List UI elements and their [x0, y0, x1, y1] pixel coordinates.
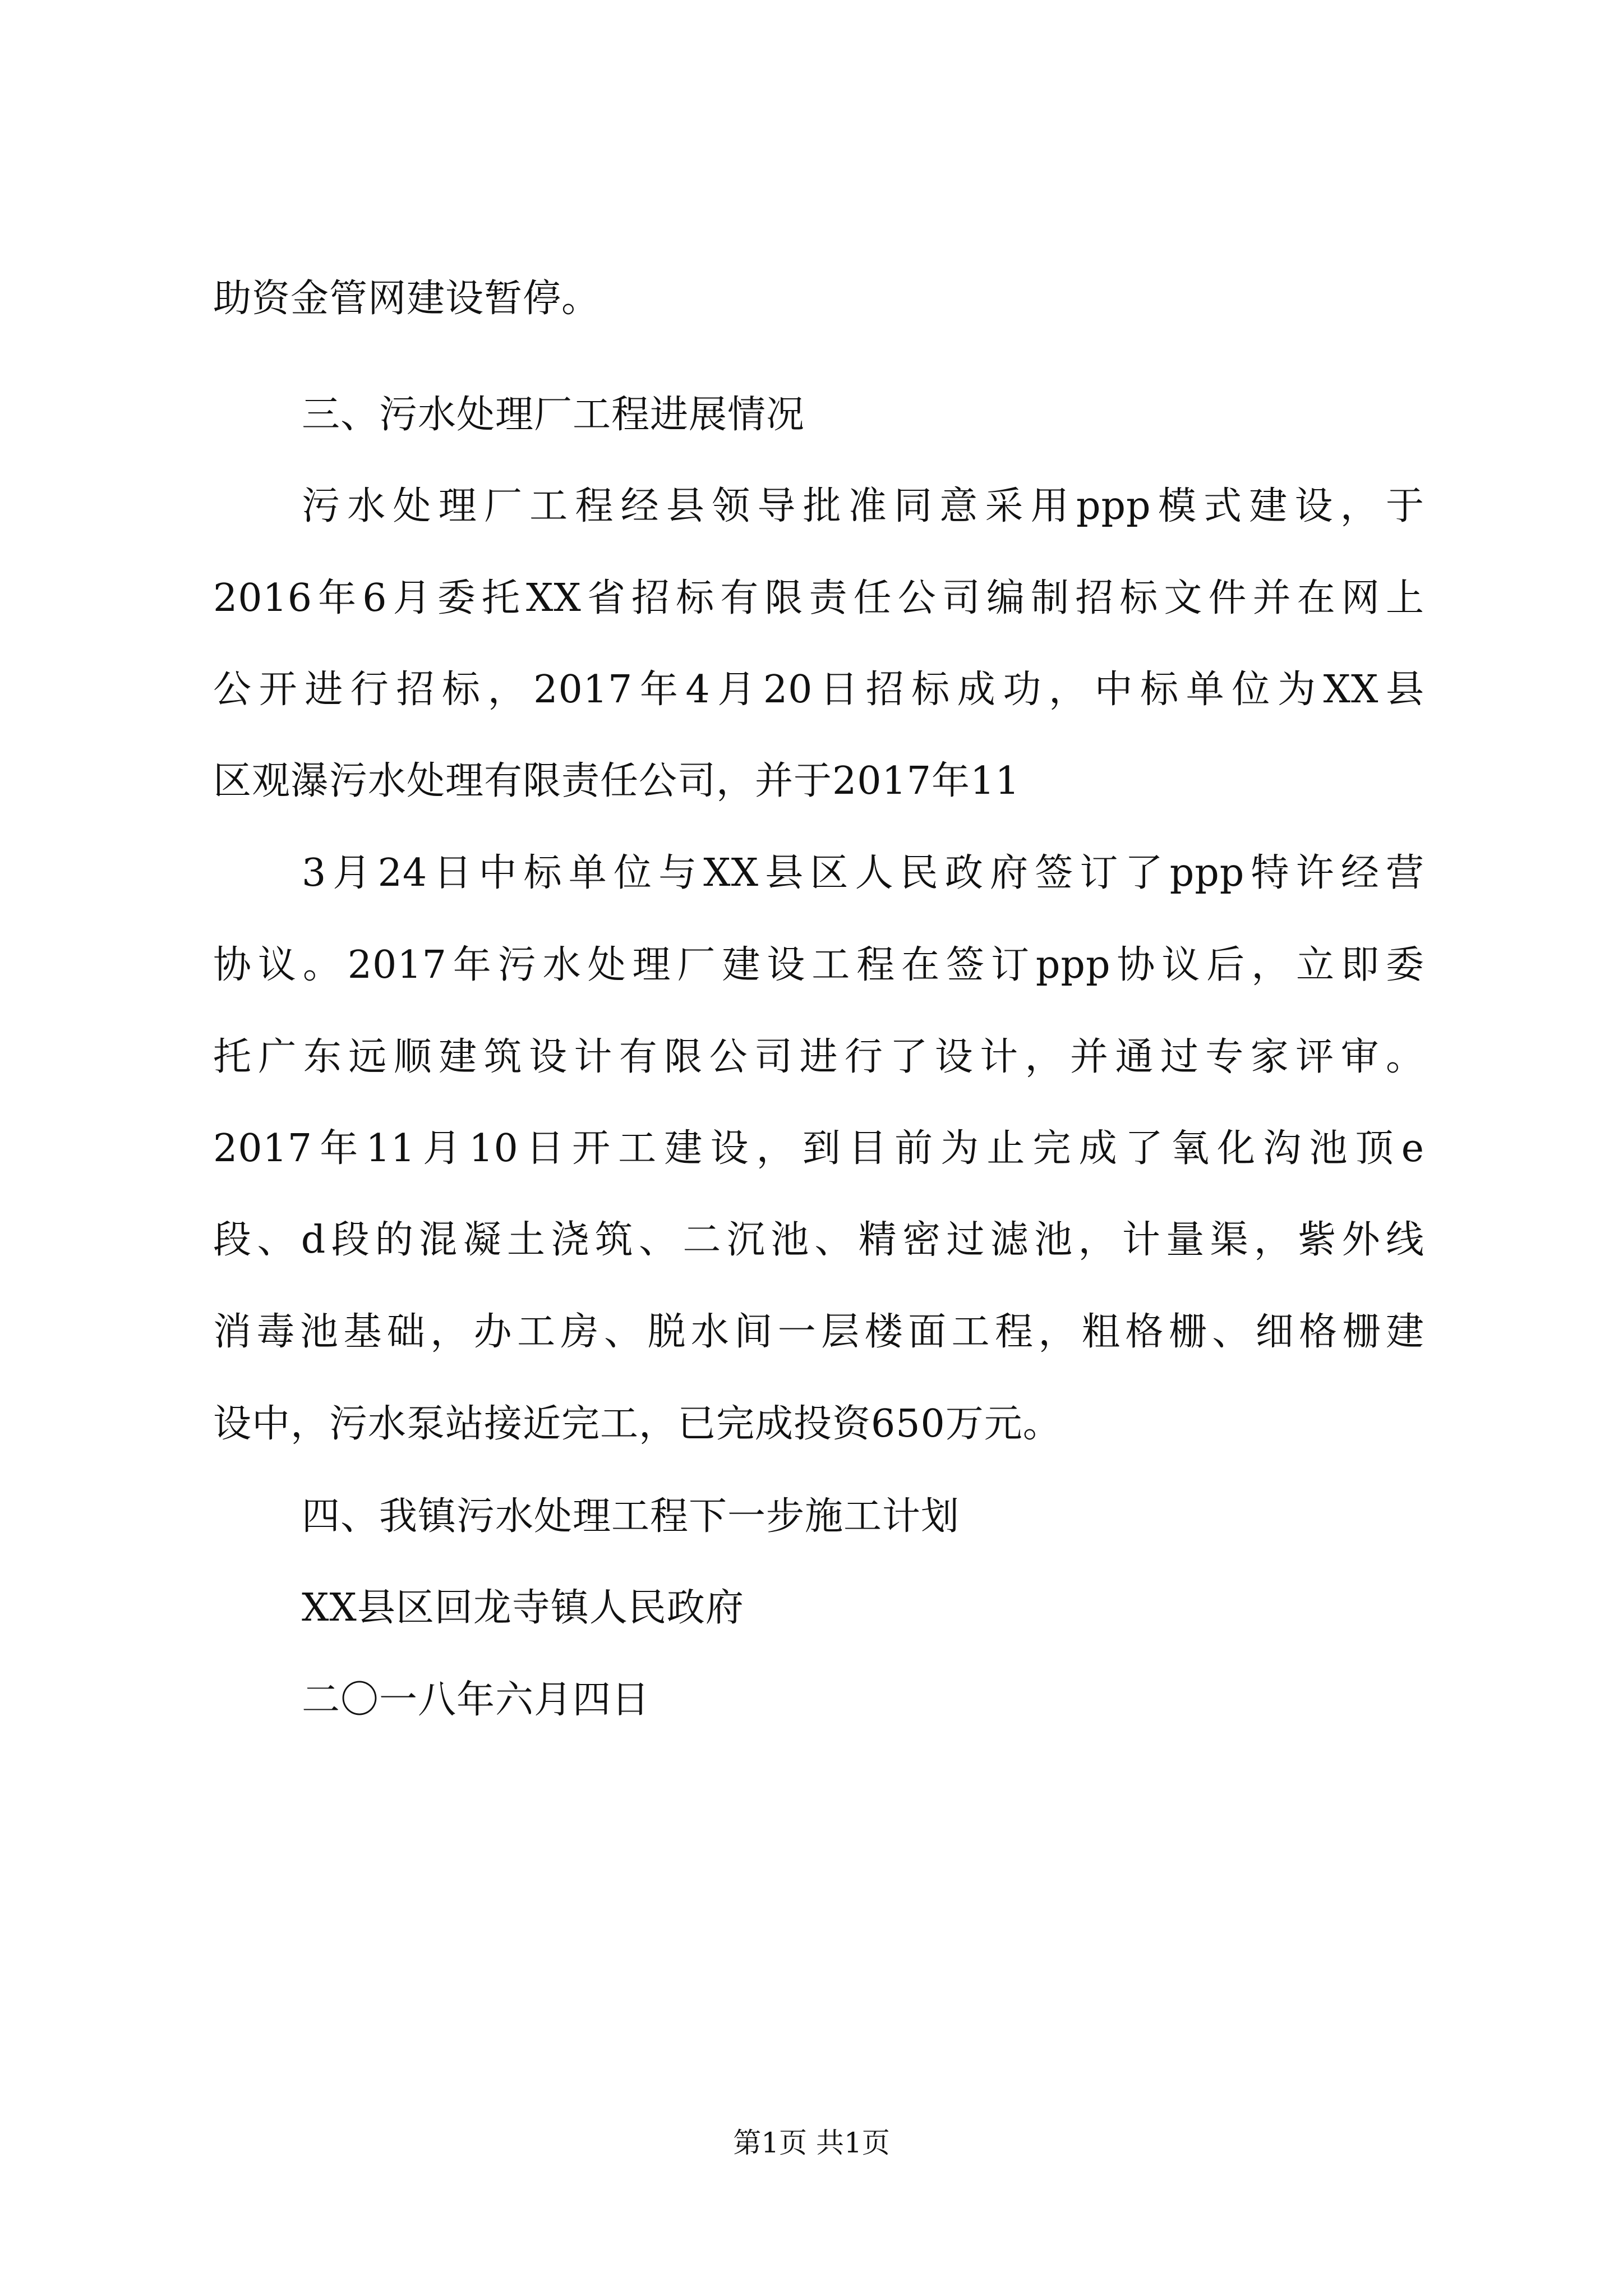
section-heading: 四、我镇污水处理工程下一步施工计划 — [302, 1494, 960, 1539]
paragraph-line: 2016年6月委托XX省招标有限责任公司编制招标文件并在网上 — [213, 576, 1424, 620]
paragraph-line: 协议。2017年污水处理厂建设工程在签订ppp协议后，立即委 — [213, 943, 1424, 987]
paragraph-line: 段、d段的混凝土浇筑、二沉池、精密过滤池，计量渠，紫外线 — [213, 1218, 1424, 1262]
paragraph-line: 3月24日中标单位与XX县区人民政府签订了ppp特许经营 — [302, 851, 1424, 895]
paragraph-line: 助资金管网建设暂停。 — [213, 277, 601, 321]
paragraph-line: 消毒池基础，办工房、脱水间一层楼面工程，粗格栅、细格栅建 — [213, 1310, 1424, 1354]
paragraph-line: 公开进行招标，2017年4月20日招标成功，中标单位为XX县 — [213, 668, 1424, 712]
signature-organization: XX县区回龙寺镇人民政府 — [302, 1586, 744, 1630]
section-heading: 三、污水处理厂工程进展情况 — [302, 393, 805, 437]
paragraph-line: 2017年11月10日开工建设，到目前为止完成了氧化沟池顶e — [213, 1126, 1424, 1171]
paragraph-line: 污水处理厂工程经县领导批准同意采用ppp模式建设，于 — [302, 484, 1424, 528]
page-footer: 第1页 共1页 — [733, 2127, 890, 2159]
paragraph-line: 托广东远顺建筑设计有限公司进行了设计，并通过专家评审。 — [213, 1035, 1424, 1079]
paragraph-line: 设中，污水泵站接近完工，已完成投资650万元。 — [213, 1402, 1062, 1446]
paragraph-line: 区观瀑污水处理有限责任公司，并于2017年11 — [213, 759, 1020, 803]
signature-date: 二〇一八年六月四日 — [302, 1678, 651, 1722]
